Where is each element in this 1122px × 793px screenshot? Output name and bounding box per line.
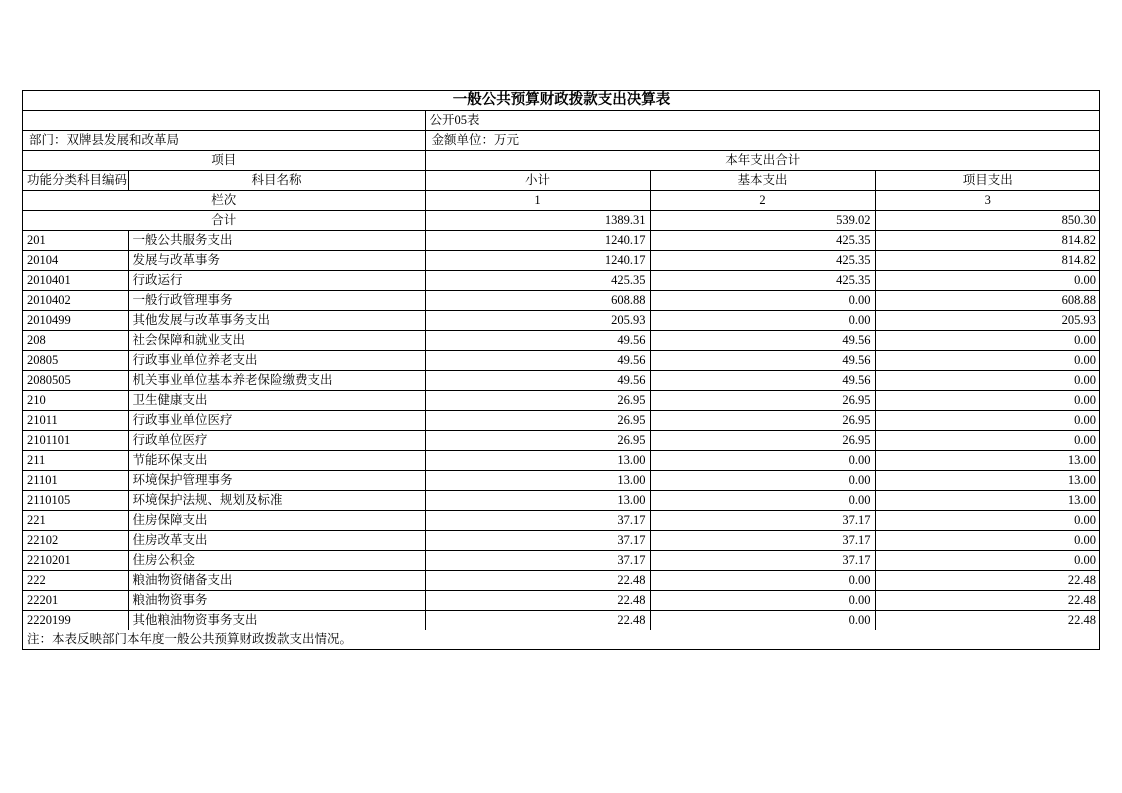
table-row <box>23 431 1100 451</box>
cell-project: 13.00 <box>875 491 1100 511</box>
cell-project: 814.82 <box>875 251 1100 271</box>
table-note: 注：本表反映部门本年度一般公共预算财政拨款支出情况。 <box>27 632 353 646</box>
table-row <box>23 411 1100 431</box>
cell-project: 205.93 <box>875 311 1100 331</box>
cell-subtotal: 22.48 <box>425 591 650 611</box>
cell-project: 0.00 <box>875 411 1100 431</box>
cell-basic: 49.56 <box>650 351 875 371</box>
header-col-name: 科目名称 <box>128 171 425 191</box>
cell-name: 一般行政管理事务 <box>128 291 425 311</box>
cell-name: 住房改革支出 <box>128 531 425 551</box>
cell-subtotal: 205.93 <box>425 311 650 331</box>
cell-code: 2220199 <box>23 611 128 631</box>
cell-basic: 0.00 <box>650 571 875 591</box>
cell-project: 0.00 <box>875 331 1100 351</box>
cell-basic: 0.00 <box>650 451 875 471</box>
cell-project: 0.00 <box>875 511 1100 531</box>
cell-code: 21011 <box>23 411 128 431</box>
cell-basic: 37.17 <box>650 511 875 531</box>
table-row <box>23 511 1100 531</box>
budget-expenditure-sheet <box>22 90 1100 650</box>
cell-code: 20104 <box>23 251 128 271</box>
cell-name: 行政事业单位养老支出 <box>128 351 425 371</box>
cell-project: 0.00 <box>875 551 1100 571</box>
cell-code: 210 <box>23 391 128 411</box>
cell-basic: 0.00 <box>650 311 875 331</box>
cell-basic: 37.17 <box>650 551 875 571</box>
cell-basic: 26.95 <box>650 431 875 451</box>
header-col-subtotal: 小计 <box>425 171 650 191</box>
colnum-1: 1 <box>425 191 650 211</box>
sheet-number-row <box>23 111 1100 131</box>
table-row <box>23 371 1100 391</box>
cell-subtotal: 608.88 <box>425 291 650 311</box>
table-row <box>23 311 1100 331</box>
cell-code: 2101101 <box>23 431 128 451</box>
cell-code: 22201 <box>23 591 128 611</box>
cell-name: 节能环保支出 <box>128 451 425 471</box>
cell-name: 卫生健康支出 <box>128 391 425 411</box>
cell-subtotal: 1240.17 <box>425 231 650 251</box>
header-col-code: 功能分类科目编码 <box>23 171 128 191</box>
cell-project: 0.00 <box>875 371 1100 391</box>
sheet-number-blank <box>23 111 425 131</box>
cell-subtotal: 13.00 <box>425 491 650 511</box>
table-row <box>23 491 1100 511</box>
cell-name: 其他发展与改革事务支出 <box>128 311 425 331</box>
colnum-3: 3 <box>875 191 1100 211</box>
cell-project: 22.48 <box>875 591 1100 611</box>
cell-code: 2110105 <box>23 491 128 511</box>
header-col-project: 项目支出 <box>875 171 1100 191</box>
cell-basic: 0.00 <box>650 471 875 491</box>
cell-project: 13.00 <box>875 471 1100 491</box>
cell-basic: 425.35 <box>650 231 875 251</box>
cell-subtotal: 22.48 <box>425 571 650 591</box>
table-row <box>23 331 1100 351</box>
cell-name: 机关事业单位基本养老保险缴费支出 <box>128 371 425 391</box>
header-group-row <box>23 151 1100 171</box>
cell-name: 住房公积金 <box>128 551 425 571</box>
table-row <box>23 611 1100 631</box>
table-row <box>23 591 1100 611</box>
colnum-2: 2 <box>650 191 875 211</box>
cell-project: 0.00 <box>875 391 1100 411</box>
cell-name: 住房保障支出 <box>128 511 425 531</box>
cell-code: 208 <box>23 331 128 351</box>
cell-project: 22.48 <box>875 611 1100 631</box>
header-group-total: 本年支出合计 <box>425 151 1100 171</box>
cell-basic: 0.00 <box>650 611 875 631</box>
total-label: 合计 <box>23 211 425 231</box>
total-subtotal: 1389.31 <box>425 211 650 231</box>
cell-subtotal: 49.56 <box>425 331 650 351</box>
cell-basic: 26.95 <box>650 391 875 411</box>
table-row <box>23 271 1100 291</box>
cell-basic: 0.00 <box>650 291 875 311</box>
cell-name: 环境保护管理事务 <box>128 471 425 491</box>
table-row <box>23 251 1100 271</box>
cell-basic: 0.00 <box>650 491 875 511</box>
cell-code: 201 <box>23 231 128 251</box>
cell-basic: 49.56 <box>650 331 875 351</box>
column-number-row <box>23 191 1100 211</box>
table-row <box>23 551 1100 571</box>
table-row <box>23 291 1100 311</box>
table-row <box>23 451 1100 471</box>
cell-name: 一般公共服务支出 <box>128 231 425 251</box>
cell-basic: 425.35 <box>650 251 875 271</box>
header-col-basic: 基本支出 <box>650 171 875 191</box>
cell-subtotal: 425.35 <box>425 271 650 291</box>
cell-name: 行政运行 <box>128 271 425 291</box>
unit-label: 金额单位：万元 <box>425 131 1100 151</box>
cell-subtotal: 26.95 <box>425 391 650 411</box>
table-row <box>23 471 1100 491</box>
header-group-project: 项目 <box>23 151 425 171</box>
budget-table <box>23 91 1100 649</box>
cell-subtotal: 37.17 <box>425 511 650 531</box>
cell-code: 2080505 <box>23 371 128 391</box>
cell-subtotal: 1240.17 <box>425 251 650 271</box>
cell-name: 发展与改革事务 <box>128 251 425 271</box>
total-basic: 539.02 <box>650 211 875 231</box>
cell-subtotal: 26.95 <box>425 411 650 431</box>
cell-code: 21101 <box>23 471 128 491</box>
table-footer <box>23 630 1100 649</box>
total-project: 850.30 <box>875 211 1100 231</box>
cell-basic: 26.95 <box>650 411 875 431</box>
cell-code: 2010401 <box>23 271 128 291</box>
title-row <box>23 91 1100 111</box>
cell-code: 211 <box>23 451 128 471</box>
table-row <box>23 351 1100 371</box>
cell-code: 22102 <box>23 531 128 551</box>
cell-project: 814.82 <box>875 231 1100 251</box>
cell-code: 221 <box>23 511 128 531</box>
cell-project: 22.48 <box>875 571 1100 591</box>
cell-project: 0.00 <box>875 351 1100 371</box>
cell-subtotal: 37.17 <box>425 551 650 571</box>
cell-subtotal: 37.17 <box>425 531 650 551</box>
cell-basic: 49.56 <box>650 371 875 391</box>
cell-project: 0.00 <box>875 271 1100 291</box>
cell-name: 其他粮油物资事务支出 <box>128 611 425 631</box>
cell-subtotal: 26.95 <box>425 431 650 451</box>
cell-subtotal: 13.00 <box>425 471 650 491</box>
cell-project: 0.00 <box>875 531 1100 551</box>
cell-code: 2010499 <box>23 311 128 331</box>
meta-row <box>23 131 1100 151</box>
table-row <box>23 231 1100 251</box>
cell-name: 粮油物资储备支出 <box>128 571 425 591</box>
cell-name: 粮油物资事务 <box>128 591 425 611</box>
document-title: 一般公共预算财政拨款支出决算表 <box>23 91 1100 111</box>
cell-code: 2210201 <box>23 551 128 571</box>
cell-name: 行政单位医疗 <box>128 431 425 451</box>
cell-name: 行政事业单位医疗 <box>128 411 425 431</box>
cell-code: 20805 <box>23 351 128 371</box>
sheet-number: 公开05表 <box>425 111 1100 131</box>
total-row <box>23 211 1100 231</box>
cell-project: 0.00 <box>875 431 1100 451</box>
note-row <box>23 630 1100 649</box>
cell-code: 222 <box>23 571 128 591</box>
cell-code: 2010402 <box>23 291 128 311</box>
cell-subtotal: 49.56 <box>425 371 650 391</box>
cell-project: 13.00 <box>875 451 1100 471</box>
table-body <box>23 91 1100 630</box>
table-row <box>23 391 1100 411</box>
table-row <box>23 571 1100 591</box>
cell-basic: 425.35 <box>650 271 875 291</box>
header-columns-row <box>23 171 1100 191</box>
cell-name: 社会保障和就业支出 <box>128 331 425 351</box>
department-label: 部门：双牌县发展和改革局 <box>23 131 425 151</box>
cell-subtotal: 49.56 <box>425 351 650 371</box>
cell-name: 环境保护法规、规划及标准 <box>128 491 425 511</box>
table-row <box>23 531 1100 551</box>
cell-basic: 0.00 <box>650 591 875 611</box>
cell-subtotal: 22.48 <box>425 611 650 631</box>
row-label-lanci: 栏次 <box>23 191 425 211</box>
cell-project: 608.88 <box>875 291 1100 311</box>
cell-subtotal: 13.00 <box>425 451 650 471</box>
cell-basic: 37.17 <box>650 531 875 551</box>
